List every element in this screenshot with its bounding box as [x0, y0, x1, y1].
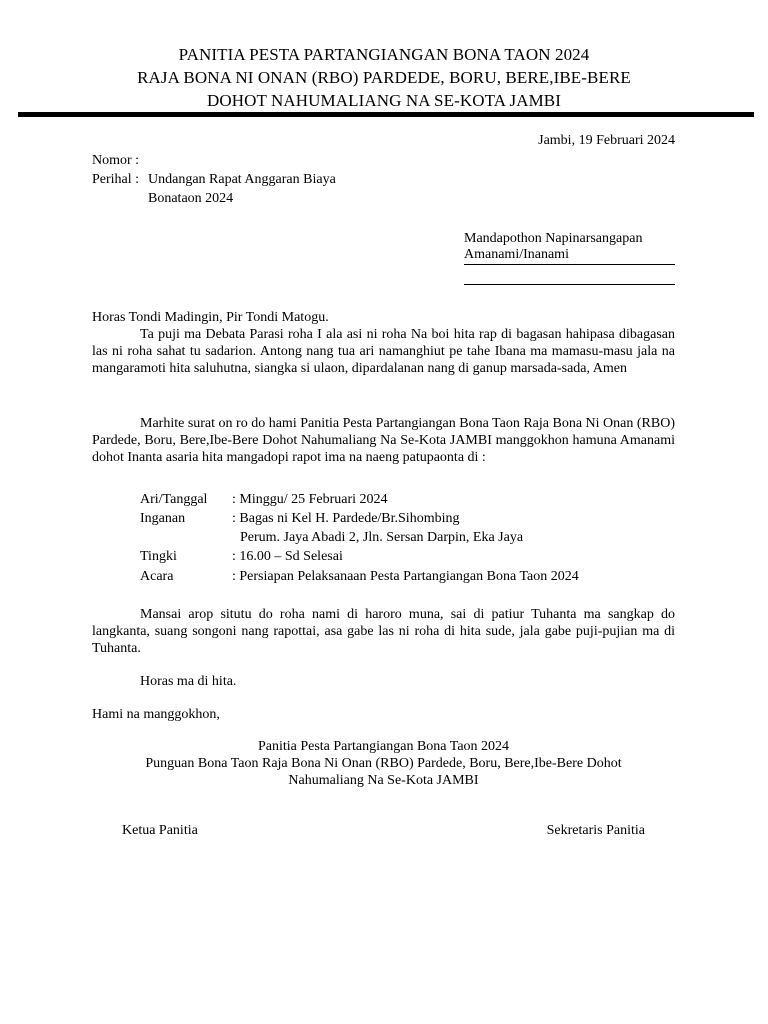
signature-org-line-3: Nahumaliang Na Se-Kota JAMBI: [288, 773, 479, 788]
detail-acara-value: : Persiapan Pelaksanaan Pesta Partangiangan Bona Taon 2024: [232, 569, 579, 584]
paragraph-opening: Ta puji ma Debata Parasi roha I ala asi ni roha Na boi hita rap di bagasan hahipasa dibagasan las ni roha sahat tu sadarion. Antong nang tua ari namanghiut pe tahe Ibana ma mamasu-masu jala na mangaramoti hita saluhutna, siangka si ulaon, dipardalanan nang di ganup marsada-sada, Amen: [92, 327, 675, 376]
detail-tingki-value: : 16.00 – Sd Selesai: [232, 549, 343, 564]
signature-org-line-2: Punguan Bona Taon Raja Bona Ni Onan (RBO) Pardede, Boru, Bere,Ibe-Bere Dohot: [145, 756, 622, 771]
detail-ari-value: : Minggu/ 25 Februari 2024: [232, 492, 388, 507]
signature-org-line-1: Panitia Pesta Partangiangan Bona Taon 2024: [257, 739, 510, 754]
detail-inganan-value-2: Perum. Jaya Abadi 2, Jln. Sersan Darpin, Eka Jaya: [240, 530, 524, 545]
letterhead-line-2: RAJA BONA NI ONAN (RBO) PARDEDE, BORU, BERE,IBE-BERE: [137, 68, 631, 87]
closing-horas: Horas ma di hita.: [140, 674, 237, 689]
detail-ari-label: Ari/Tanggal: [140, 492, 208, 507]
letter-date: Jambi, 19 Februari 2024: [538, 133, 675, 148]
signature-ketua: Ketua Panitia: [122, 823, 198, 838]
greeting: Horas Tondi Madingin, Pir Tondi Matogu.: [92, 310, 329, 325]
perihal-line-2: Bonataon 2024: [148, 191, 234, 206]
signature-sekretaris: Sekretaris Panitia: [546, 823, 645, 838]
paragraph-invitation: Marhite surat on ro do hami Panitia Pesta Partangiangan Bona Taon Raja Bona Ni Onan (RBO) Pardede, Boru, Bere,Ibe-Bere Dohot Nahumaliang Na Se-Kota JAMBI manggokhon hamuna Amanami dohot Inanta asaria hita mangadopi rapot ima na naeng patupaonta di :: [92, 416, 675, 465]
perihal-line-1: Undangan Rapat Anggaran Biaya: [148, 172, 336, 187]
letterhead-line-3: DOHOT NAHUMALIANG NA SE-KOTA JAMBI: [207, 91, 561, 110]
detail-acara-label: Acara: [140, 569, 174, 584]
detail-inganan-value-1: : Bagas ni Kel H. Pardede/Br.Sihombing: [232, 511, 460, 526]
recipient-underline: [464, 264, 675, 265]
nomor-label: Nomor :: [92, 153, 140, 168]
recipient-line-1: Mandapothon Napinarsangapan: [464, 231, 643, 246]
recipient-blank-line: [464, 284, 675, 285]
detail-tingki-label: Tingki: [140, 549, 177, 564]
recipient-line-2: Amanami/Inanami: [464, 247, 569, 262]
closing-sender: Hami na manggokhon,: [92, 707, 220, 722]
letterhead-divider: [18, 112, 754, 117]
paragraph-hope: Mansai arop situtu do roha nami di haroro muna, sai di patiur Tuhanta ma sangkap do langkanta, suang songoni nang rapottai, asa gabe las ni roha di hita sude, jala gabe puji-pujian ma di Tuhanta.: [92, 607, 675, 656]
detail-inganan-label: Inganan: [140, 511, 186, 526]
perihal-label: Perihal :: [92, 172, 140, 187]
letterhead-line-1: PANITIA PESTA PARTANGIANGAN BONA TAON 2024: [178, 45, 590, 64]
